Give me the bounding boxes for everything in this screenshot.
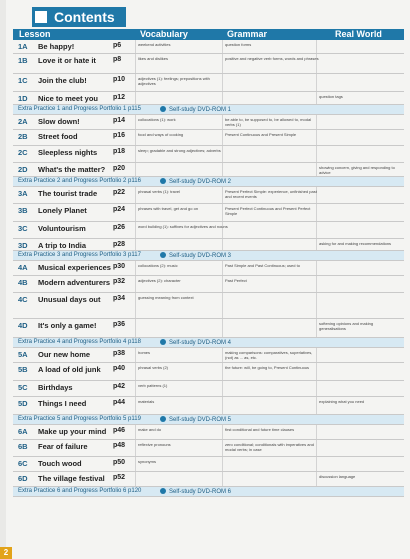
dvd-disc-icon <box>160 488 166 494</box>
vocabulary-cell: phrasal verbs (2) <box>138 365 169 370</box>
vocabulary-cell: synonyms <box>138 459 157 464</box>
lesson-number: 5A <box>18 350 28 359</box>
lesson-number: 6C <box>18 459 28 468</box>
grammar-cell: Present Perfect Simple: experience, unfinished past and recent events <box>225 189 317 199</box>
grammar-cell: question forms <box>225 42 252 47</box>
column-divider <box>135 440 136 456</box>
column-divider <box>135 54 136 73</box>
extra-practice-text: Extra Practice 3 and Progress Portfolio 3 p117 <box>18 252 141 258</box>
contents-table <box>13 40 404 497</box>
grammar-cell: Present Continuous and Present Simple <box>225 132 297 137</box>
lesson-row <box>13 130 404 146</box>
lesson-row <box>13 319 404 338</box>
vocabulary-cell: adjectives (2): character <box>138 278 181 283</box>
lesson-page: p24 <box>113 206 126 213</box>
grammar-cell: be able to, be supposed to, be allowed to, modal verbs (1) <box>225 117 312 127</box>
column-divider <box>135 261 136 275</box>
column-divider <box>135 115 136 129</box>
dvd-rom-label: Self-study DVD-ROM 5 <box>160 416 231 423</box>
lesson-number: 4C <box>18 295 28 304</box>
column-divider <box>135 92 136 104</box>
lesson-page: p26 <box>113 224 126 231</box>
lesson-page: p48 <box>113 442 126 449</box>
lesson-page: p6 <box>113 42 122 49</box>
extra-practice-text: Extra Practice 5 and Progress Portfolio 5 p119 <box>18 416 141 422</box>
grammar-cell: first conditional and future time clauses <box>225 427 295 432</box>
lesson-number: 3A <box>18 189 28 198</box>
vocabulary-cell: materials <box>138 399 155 404</box>
lesson-title: Our new home <box>38 350 91 359</box>
extra-practice-text: Extra Practice 2 and Progress Portfolio 2 p116 <box>18 178 141 184</box>
lesson-title: Voluntourism <box>38 224 86 233</box>
lesson-row <box>13 54 404 74</box>
lesson-title: Be happy! <box>38 42 75 51</box>
lesson-title: Birthdays <box>38 383 73 392</box>
lesson-number: 1B <box>18 56 28 65</box>
lesson-number: 6A <box>18 427 28 436</box>
extra-practice-row <box>13 177 404 187</box>
real-world-cell: showing concern, giving and responding to advice <box>319 165 395 175</box>
page-title: Contents <box>54 9 115 25</box>
lesson-row <box>13 239 404 251</box>
column-divider <box>222 163 223 176</box>
lesson-title: Street food <box>38 132 78 141</box>
lesson-title: Fear of failure <box>38 442 88 451</box>
lesson-title: Touch wood <box>38 459 82 468</box>
lesson-row <box>13 440 404 457</box>
lesson-title: Slow down! <box>38 117 80 126</box>
lesson-page: p12 <box>113 94 126 101</box>
column-divider <box>222 239 223 250</box>
lesson-page: p16 <box>113 132 126 139</box>
column-divider <box>222 92 223 104</box>
dvd-disc-icon <box>160 416 166 422</box>
lesson-title: Musical experiences <box>38 263 111 272</box>
lesson-row <box>13 187 404 204</box>
lesson-row <box>13 115 404 130</box>
lesson-page: p28 <box>113 241 126 248</box>
lesson-page: p42 <box>113 383 126 390</box>
extra-practice-row <box>13 338 404 348</box>
dvd-rom-label: Self-study DVD-ROM 6 <box>160 488 231 495</box>
column-divider <box>135 204 136 221</box>
column-divider <box>316 239 317 250</box>
lesson-page: p22 <box>113 189 126 196</box>
column-divider <box>135 457 136 471</box>
grammar-cell: the future: will, be going to, Present Continuous <box>225 365 310 370</box>
column-divider <box>316 146 317 162</box>
lesson-row <box>13 472 404 487</box>
real-world-cell: question tags <box>319 94 343 99</box>
lesson-title: Nice to meet you <box>38 94 99 103</box>
vocabulary-cell: collocations (1): work <box>138 117 176 122</box>
dvd-disc-icon <box>160 339 166 345</box>
column-vocabulary: Vocabulary <box>140 29 188 39</box>
vocabulary-cell: adjectives (1): feelings; prepositions with adjectives <box>138 76 210 86</box>
column-divider <box>316 319 317 337</box>
lesson-number: 2D <box>18 165 28 174</box>
lesson-page: p44 <box>113 399 126 406</box>
lesson-row <box>13 261 404 276</box>
extra-practice-row <box>13 105 404 115</box>
lesson-page: p38 <box>113 350 126 357</box>
lesson-row <box>13 381 404 397</box>
vocabulary-cell: make and do <box>138 427 162 432</box>
column-divider <box>135 130 136 145</box>
dvd-rom-label: Self-study DVD-ROM 4 <box>160 339 231 346</box>
vocabulary-cell: reflexive pronouns <box>138 442 171 447</box>
column-divider <box>135 363 136 380</box>
lesson-number: 6B <box>18 442 28 451</box>
lesson-row <box>13 204 404 222</box>
lesson-page: p14 <box>113 117 126 124</box>
column-divider <box>316 74 317 91</box>
column-divider <box>135 187 136 203</box>
vocabulary-cell: food and ways of cooking <box>138 132 184 137</box>
column-divider <box>135 348 136 362</box>
lesson-number: 6D <box>18 474 28 483</box>
lesson-row <box>13 163 404 177</box>
real-world-cell: asking for and making recommendations <box>319 241 392 246</box>
lesson-row <box>13 74 404 92</box>
lesson-number: 5D <box>18 399 28 408</box>
lesson-page: p32 <box>113 278 126 285</box>
vocabulary-cell: homes <box>138 350 151 355</box>
title-banner <box>32 7 126 27</box>
real-world-cell: explaining what you need <box>319 399 365 404</box>
vocabulary-cell: likes and dislikes <box>138 56 169 61</box>
column-lesson: Lesson <box>19 29 51 39</box>
lesson-title: Sleepless nights <box>38 148 98 157</box>
vocabulary-cell: verb patterns (1) <box>138 383 168 388</box>
table-header <box>13 29 404 40</box>
lesson-page: p46 <box>113 427 126 434</box>
vocabulary-cell: collocations (2): music <box>138 263 178 268</box>
column-divider <box>316 92 317 104</box>
page-number: 2 <box>0 547 12 559</box>
lesson-title: The village festival <box>38 474 105 483</box>
lesson-row <box>13 397 404 415</box>
lesson-title: Join the club! <box>38 76 87 85</box>
lesson-row <box>13 222 404 239</box>
lesson-page: p8 <box>113 56 122 63</box>
lesson-number: 4A <box>18 263 28 272</box>
lesson-page: p36 <box>113 321 126 328</box>
lesson-title: A trip to India <box>38 241 87 250</box>
lesson-page: p18 <box>113 148 126 155</box>
lesson-title: Lonely Planet <box>38 206 87 215</box>
real-world-cell: discussion language <box>319 474 356 479</box>
vocabulary-cell: phrasal verbs (1): travel <box>138 189 181 194</box>
column-divider <box>135 472 136 486</box>
extra-practice-row <box>13 251 404 261</box>
lesson-page: p34 <box>113 295 126 302</box>
lesson-title: The tourist trade <box>38 189 98 198</box>
lesson-title: Modern adventurers <box>38 278 111 287</box>
lesson-number: 2B <box>18 132 28 141</box>
lesson-row <box>13 40 404 54</box>
column-divider <box>135 163 136 176</box>
lesson-title: What's the matter? <box>38 165 106 174</box>
extra-practice-text: Extra Practice 4 and Progress Portfolio 4 p118 <box>18 339 141 345</box>
lesson-page: p50 <box>113 459 126 466</box>
column-divider <box>222 319 223 337</box>
lesson-page: p10 <box>113 76 126 83</box>
lesson-page: p52 <box>113 474 126 481</box>
column-divider <box>316 222 317 238</box>
column-divider <box>316 381 317 396</box>
column-divider <box>135 239 136 250</box>
column-divider <box>135 397 136 414</box>
lesson-row <box>13 363 404 381</box>
grammar-cell: Present Perfect Continuous and Present Perfect Simple <box>225 206 311 216</box>
column-divider <box>135 146 136 162</box>
extra-practice-text: Extra Practice 1 and Progress Portfolio 1 p115 <box>18 106 141 112</box>
column-divider <box>316 472 317 486</box>
column-divider <box>135 40 136 53</box>
title-square-icon <box>35 11 47 23</box>
lesson-title: Unusual days out <box>38 295 101 304</box>
extra-practice-row <box>13 415 404 425</box>
lesson-title: Love it or hate it <box>38 56 96 65</box>
lesson-number: 4B <box>18 278 28 287</box>
extra-practice-text: Extra Practice 6 and Progress Portfolio 6 p120 <box>18 488 142 494</box>
lesson-number: 3C <box>18 224 28 233</box>
dvd-rom-label: Self-study DVD-ROM 1 <box>160 106 231 113</box>
vocabulary-cell: guessing meaning from context <box>138 295 194 300</box>
lesson-number: 5B <box>18 365 28 374</box>
dvd-disc-icon <box>160 178 166 184</box>
lesson-number: 1D <box>18 94 28 103</box>
dvd-rom-label: Self-study DVD-ROM 3 <box>160 252 231 259</box>
column-divider <box>316 163 317 176</box>
vocabulary-cell: sleep; gradable and strong adjectives; adverbs <box>138 148 221 153</box>
lesson-row <box>13 92 404 105</box>
dvd-disc-icon <box>160 252 166 258</box>
vocabulary-cell: word building (1): suffixes for adjectives and nouns <box>138 224 228 229</box>
grammar-cell: Past Perfect <box>225 278 247 283</box>
column-divider <box>135 293 136 318</box>
vocabulary-cell: phrases with travel, get and go on <box>138 206 199 211</box>
dvd-rom-label: Self-study DVD-ROM 2 <box>160 178 231 185</box>
lesson-number: 1A <box>18 42 28 51</box>
real-world-cell: softening opinions and making generalisations <box>319 321 374 331</box>
column-divider <box>135 74 136 91</box>
grammar-cell: zero conditional; conditionals with imperatives and modal verbs; in case <box>225 442 314 452</box>
lesson-title: Things I need <box>38 399 87 408</box>
grammar-cell: Past Simple and Past Continuous; used to <box>225 263 300 268</box>
lesson-row <box>13 293 404 319</box>
lesson-number: 2A <box>18 117 28 126</box>
column-real-world: Real World <box>335 29 382 39</box>
lesson-row <box>13 457 404 472</box>
grammar-cell: positive and negative verb forms, words and phrases <box>225 56 319 61</box>
lesson-row <box>13 146 404 163</box>
lesson-page: p20 <box>113 165 126 172</box>
column-divider <box>135 222 136 238</box>
column-divider <box>135 425 136 439</box>
lesson-page: p40 <box>113 365 126 372</box>
lesson-page: p30 <box>113 263 126 270</box>
lesson-row <box>13 276 404 293</box>
column-divider <box>135 381 136 396</box>
column-divider <box>316 293 317 318</box>
lesson-number: 4D <box>18 321 28 330</box>
grammar-cell: making comparisons: comparatives, superlatives, (not) as ... as, etc. <box>225 350 313 360</box>
lesson-number: 3D <box>18 241 28 250</box>
lesson-number: 5C <box>18 383 28 392</box>
column-grammar: Grammar <box>227 29 268 39</box>
lesson-number: 1C <box>18 76 28 85</box>
extra-practice-row <box>13 487 404 497</box>
column-divider <box>135 319 136 337</box>
lesson-title: Make up your mind <box>38 427 107 436</box>
lesson-number: 2C <box>18 148 28 157</box>
column-divider <box>135 276 136 292</box>
lesson-number: 3B <box>18 206 28 215</box>
column-divider <box>316 457 317 471</box>
lesson-title: It's only a game! <box>38 321 97 330</box>
vocabulary-cell: weekend activities <box>138 42 171 47</box>
dvd-disc-icon <box>160 106 166 112</box>
column-divider <box>222 472 223 486</box>
lesson-row <box>13 425 404 440</box>
lesson-row <box>13 348 404 363</box>
column-divider <box>316 397 317 414</box>
lesson-title: A load of old junk <box>38 365 101 374</box>
